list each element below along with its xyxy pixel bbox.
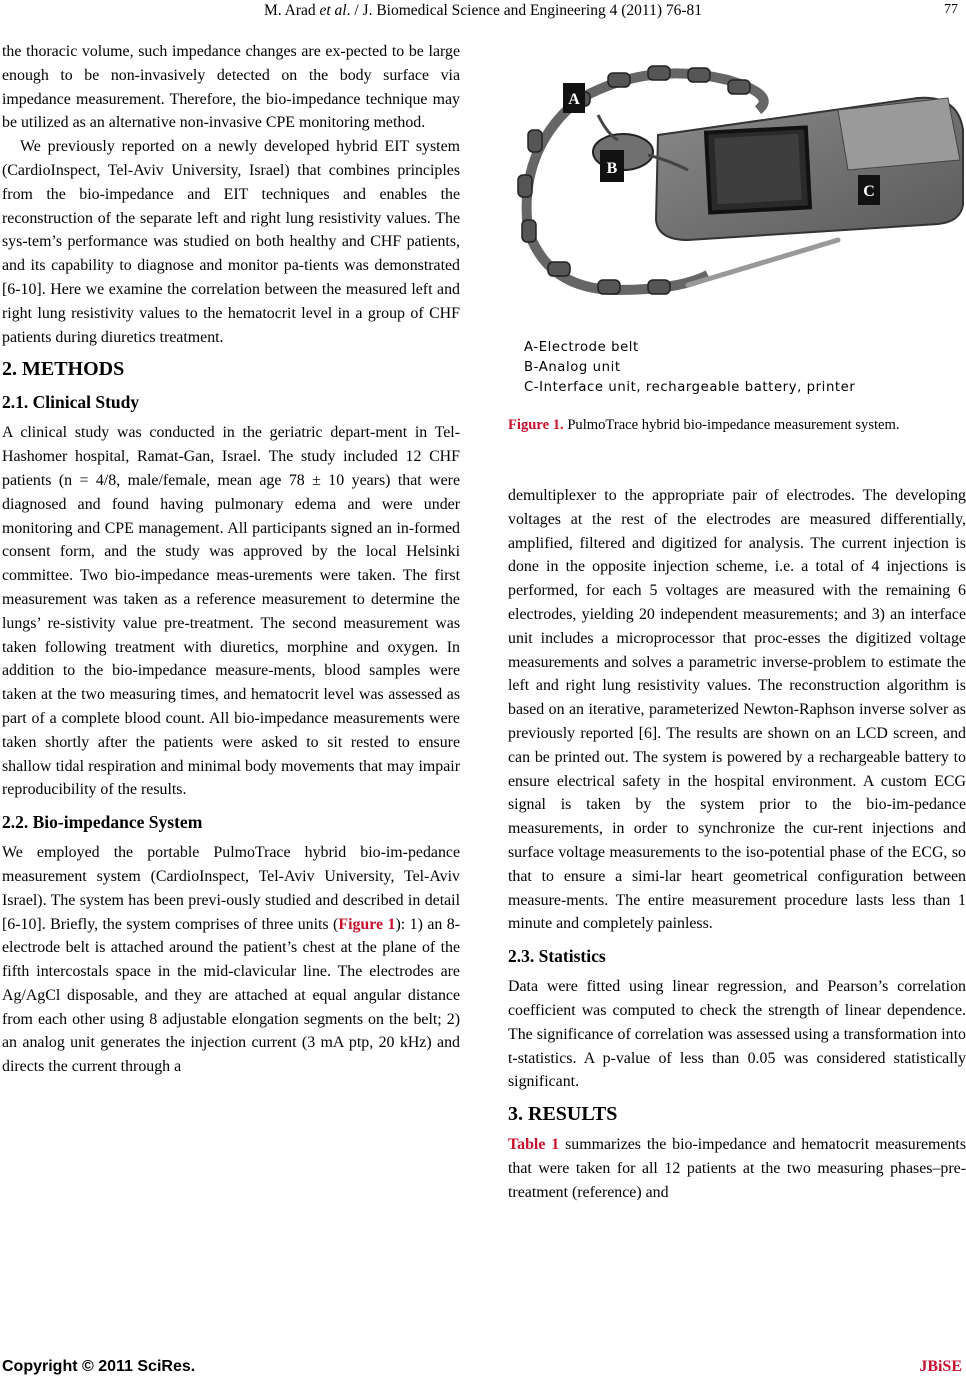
page-number: 77 <box>944 2 958 17</box>
figure-reference-link[interactable]: Figure 1 <box>338 915 396 933</box>
figure-label-a: A <box>568 91 580 108</box>
figure-caption-label: Figure 1. <box>508 417 564 433</box>
text-run: summarizes the bio-impedance and hematocrit measurements that were taken for all 12 patients at the two measuring phases–pre-treatment (reference) and <box>508 1136 966 1201</box>
figure-caption <box>508 416 966 435</box>
figure-caption-text: PulmoTrace hybrid bio-impedance measurement system. <box>563 417 900 433</box>
page-header <box>0 2 966 24</box>
paragraph: the thoracic volume, such impedance changes are ex-pected to be large enough to be non-invasively detected on the body surface via impedance measurement. Therefore, the bio-impedance technique may be utilized as an alternative non-invasive CPE monitoring method. <box>2 43 460 132</box>
paragraph <box>2 841 460 1079</box>
header-citation: . / J. Biomedical Science and Engineering 4 (2011) 76-81 <box>346 2 703 19</box>
subsection-heading-statistics: 2.3. Statistics <box>508 946 606 967</box>
paragraph: A clinical study was conducted in the geriatric depart-ment in Tel-Hashomer hospital, Ramat-Gan, Israel. The study included 12 CHF patients (n = 4/8, male/female, mean age 78 ± 10 years) that were diagnosed and found having pulmonary edema and were under monitoring and CPE management. All participants signed an in-formed consent form, and the study was approved by the local Helsinki committee. Two bio-impedance meas-urements were taken. The first measurement was taken as a reference measurement to determine the lungs’ re-sistivity value pre-treatment. The second measurement was taken following treatment with diuretics, morphine and oxygen. In addition to the bio-impedance measure-ments, blood samples were taken at the two measuring times, and hematocrit level was assessed as part of a complete blood count. All bio-impedance measurements were taken shortly after the patients were asked to sit rested to ensure shallow tidal respiration and minimal body movements that may impair reproducibility of the results. <box>2 424 460 799</box>
paragraph: We previously reported on a newly developed hybrid EIT system (CardioInspect, Tel-Aviv University, Israel) that combines principles from the bio-impedance and EIT techniques and enables the reconstruction of the separate left and right lung resistivity values. The sys-tem’s performance was studied on both healthy and CHF patients, and its capability to diagnose and monitor pa-tients was demonstrated [6-10]. Here we examine the correlation between the measured left and right lung resistivity values to the hematocrit level in a group of CHF patients during diuretics treatment. <box>2 138 460 346</box>
page-footer <box>0 1358 966 1380</box>
legend-item: A-Electrode belt <box>524 340 639 355</box>
running-head <box>0 2 966 20</box>
header-author: M. Arad <box>263 2 316 19</box>
subsection-heading-bioimpedance: 2.2. Bio-impedance System <box>2 812 203 833</box>
figure-legend <box>524 338 855 398</box>
figure-label-c: C <box>863 183 875 200</box>
journal-abbreviation: JBiSE <box>919 1358 962 1375</box>
section-heading-methods: 2. METHODS <box>2 358 125 381</box>
text-run: ): 1) an 8-electrode belt is attached around the patient’s chest at the plane of the fifth intercostals space in the mid-clavicular line. The electrodes are Ag/AgCl disposable, and they are attached at equal angular distance from each other using 8 adjustable elongation segments on the belt; 2) an analog unit generates the injection current (3 mA ptp, 20 kHz) and directs the current through a <box>2 915 460 1076</box>
section-heading-results: 3. RESULTS <box>508 1103 618 1126</box>
header-etal: et al <box>319 2 347 19</box>
legend-item: C-Interface unit, rechargeable battery, printer <box>524 380 856 395</box>
right-column <box>508 484 966 1205</box>
paragraph <box>508 1133 966 1204</box>
left-column <box>2 40 460 1079</box>
copyright-notice: Copyright © 2011 SciRes. <box>2 1358 196 1375</box>
device-photo <box>508 40 966 312</box>
figure-label-b: B <box>606 160 618 177</box>
subsection-heading-clinical: 2.1. Clinical Study <box>2 392 140 413</box>
paragraph: Data were fitted using linear regression, and Pearson’s correlation coefficient was computed to check the strength of linear dependence. The significance of correlation was assessed using a transformation into t-statistics. A p-value of less than 0.05 was considered statistically significant. <box>508 978 966 1091</box>
figure-1 <box>508 40 966 460</box>
table-reference-link[interactable]: Table 1 <box>508 1136 560 1154</box>
text-run: We employed the portable PulmoTrace hybrid bio-im-pedance measurement system (CardioInspect, Tel-Aviv University, Tel-Aviv Israel). The system has been previ-ously studied and described in detail [6-10]. Briefly, the system comprises of three units ( <box>2 844 460 933</box>
legend-item: B-Analog unit <box>524 360 621 375</box>
paragraph: demultiplexer to the appropriate pair of electrodes. The developing voltages at the rest of the electrodes are measured differentially, amplified, filtered and digitized for analysis. The current injection is done in the opposite injection scheme, i.e. a total of 4 injections is performed, for each 5 voltages are measured with the remaining 6 electrodes, yielding 20 independent measurements; and 3) an interface unit includes a microprocessor that proc-esses the digitized voltage measurements and solves a parametric inverse-problem to estimate the left and right lung resistivity values. The reconstruction algorithm is based on an iterative, parameterized Newton-Raphson inverse solver as previously reported [6]. The results are shown on an LCD screen, and can be printed out. The system is powered by a rechargeable battery to ensure electrical safety in the hospital environment. A custom ECG signal is taken by the system prior to the bio-im-pedance measurements, in order to synchronize the cur-rent injections and surface voltage measurements to the iso-potential phase of the ECG, so that to ensure a simi-lar heart geometrical configuration between measure-ments. The entire measurement procedure lasts less than 1 minute and completely painless. <box>508 487 966 933</box>
